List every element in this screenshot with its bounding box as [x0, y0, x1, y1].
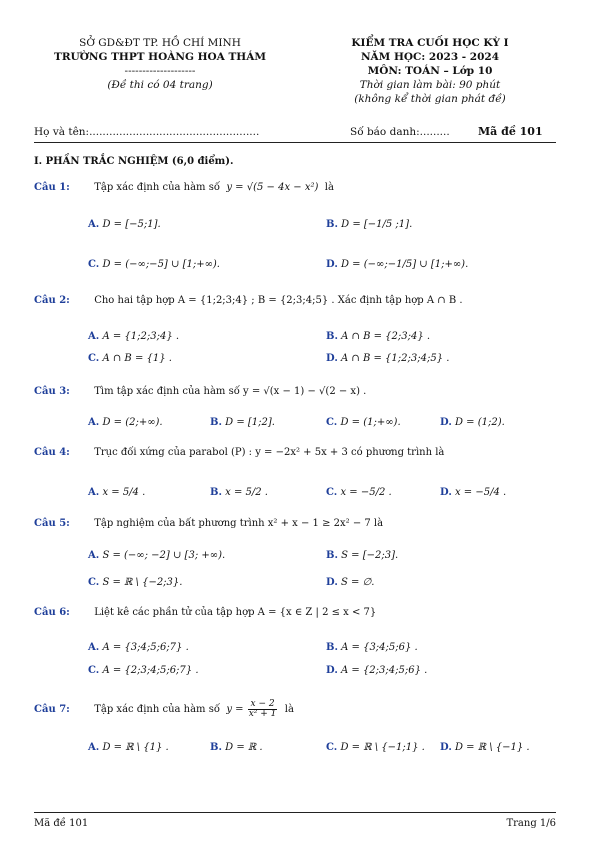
- q2-option-b[interactable]: B. A ∩ B = {2;3;4} .: [326, 331, 431, 342]
- q7-option-b[interactable]: B. D = ℝ .: [210, 742, 263, 753]
- q4-option-b[interactable]: B. x = 5/2 .: [210, 487, 268, 498]
- q2-option-c[interactable]: C. A ∩ B = {1} .: [88, 353, 172, 364]
- question-label: Câu 2:: [34, 295, 70, 306]
- q1-option-b[interactable]: B. D = [−1/5 ;1].: [326, 219, 413, 230]
- q3-option-d[interactable]: D. D = (1;2).: [440, 417, 505, 428]
- q7-option-c[interactable]: C. D = ℝ \ {−1;1} .: [326, 742, 425, 753]
- question-text: Trục đối xứng của parabol (P) : y = −2x² + 5x + 3 có phương trình là: [94, 447, 445, 458]
- question-tail: là: [324, 182, 334, 193]
- q7-option-a[interactable]: A. D = ℝ \ {1} .: [88, 742, 169, 753]
- q3-option-b[interactable]: B. D = [1;2].: [210, 417, 275, 428]
- question-label: Câu 3:: [34, 386, 70, 397]
- question-tail: là: [284, 704, 294, 715]
- question-label: Câu 6:: [34, 607, 70, 618]
- q5-option-c[interactable]: C. S = ℝ \ {−2;3}.: [88, 577, 183, 588]
- header-divider: [34, 142, 556, 143]
- time-note: (không kể thời gian phát đề): [354, 93, 506, 105]
- question-3: [34, 385, 366, 399]
- subject: MÔN: TOÁN – Lớp 10: [367, 65, 493, 77]
- question-5: [34, 517, 383, 531]
- q2-option-a[interactable]: A. A = {1;2;3;4} .: [88, 331, 180, 342]
- q1-option-d[interactable]: D. D = (−∞;−1/5] ∪ [1;+∞).: [326, 259, 469, 270]
- school-header: [40, 36, 280, 92]
- exam-code: Mã đề 101: [478, 125, 543, 138]
- header-dashes: --------------------: [124, 65, 196, 77]
- question-text: Cho hai tập hợp A = {1;2;3;4} ; B = {2;3;4;5} . Xác định tập hợp A ∩ B .: [94, 295, 463, 306]
- q2-option-d[interactable]: D. A ∩ B = {1;2;3;4;5} .: [326, 353, 450, 364]
- q4-option-d[interactable]: D. x = −5/4 .: [440, 487, 507, 498]
- q5-option-b[interactable]: B. S = [−2;3].: [326, 550, 399, 561]
- q1-option-a[interactable]: A. D = [−5;1].: [88, 219, 161, 230]
- question-label: Câu 7:: [34, 704, 70, 715]
- school-year: NĂM HỌC: 2023 - 2024: [360, 51, 500, 63]
- question-text: Tập xác định của hàm số: [94, 704, 220, 715]
- q6-option-c[interactable]: C. A = {2;3;4;5;6;7} .: [88, 665, 199, 676]
- page-count-note: (Đề thi có 04 trang): [107, 79, 213, 91]
- section-title: I. PHẦN TRẮC NGHIỆM (6,0 điểm).: [34, 156, 234, 167]
- time-limit: Thời gian làm bài: 90 phút: [359, 79, 501, 91]
- question-text: Liệt kê các phần tử của tập hợp A = {x ∈ Z | 2 ≤ x < 7}: [94, 607, 377, 618]
- question-7: Câu 7: Tập xác định của hàm số y = $\frac{x - 2}{\text{x² + 1}}$ là: [34, 699, 294, 719]
- q4-option-c[interactable]: C. x = −5/2 .: [326, 487, 392, 498]
- question-text: Tập nghiệm của bất phương trình x² + x − 1 ≥ 2x² − 7 là: [94, 518, 384, 529]
- department-name: SỞ GD&ĐT TP. HỒ CHÍ MINH: [79, 37, 241, 49]
- q1-option-c[interactable]: C. D = (−∞;−5] ∪ [1;+∞).: [88, 259, 220, 270]
- question-4: [34, 446, 444, 460]
- page-number: Trang 1/6: [506, 818, 556, 829]
- student-id-field: Số báo danh:.........: [350, 126, 450, 138]
- q3-option-c[interactable]: C. D = (1;+∞).: [326, 417, 401, 428]
- exam-header: [300, 36, 560, 106]
- footer-divider: [34, 812, 556, 813]
- q3-option-a[interactable]: A. D = (2;+∞).: [88, 417, 163, 428]
- q4-option-a[interactable]: A. x = 5/4 .: [88, 487, 146, 498]
- question-1: Câu 1: Tập xác định của hàm số y = √(5 − 4x − x²) là: [34, 182, 334, 193]
- question-text: Tìm tập xác định của hàm số y = √(x − 1) − √(2 − x) .: [94, 386, 367, 397]
- student-name-field: Họ và tên:...................................................: [34, 126, 260, 138]
- question-label: Câu 4:: [34, 447, 70, 458]
- question-6: [34, 606, 376, 620]
- exam-title: KIỂM TRA CUỐI HỌC KỲ I: [351, 37, 509, 49]
- q5-option-a[interactable]: A. S = (−∞; −2] ∪ [3; +∞).: [88, 550, 226, 561]
- q7-option-d[interactable]: D. D = ℝ \ {−1} .: [440, 742, 530, 753]
- question-2: [34, 294, 463, 308]
- q6-option-a[interactable]: A. A = {3;4;5;6;7} .: [88, 642, 189, 653]
- footer-exam-code: Mã đề 101: [34, 818, 89, 829]
- q5-option-d[interactable]: D. S = ∅.: [326, 577, 375, 588]
- question-text: Tập xác định của hàm số: [94, 182, 220, 193]
- question-label: Câu 1:: [34, 182, 70, 193]
- q6-option-d[interactable]: D. A = {2;3;4;5;6} .: [326, 665, 428, 676]
- q6-option-b[interactable]: B. A = {3;4;5;6} .: [326, 642, 418, 653]
- question-label: Câu 5:: [34, 518, 70, 529]
- school-name: TRƯỜNG THPT HOÀNG HOA THÁM: [54, 51, 266, 63]
